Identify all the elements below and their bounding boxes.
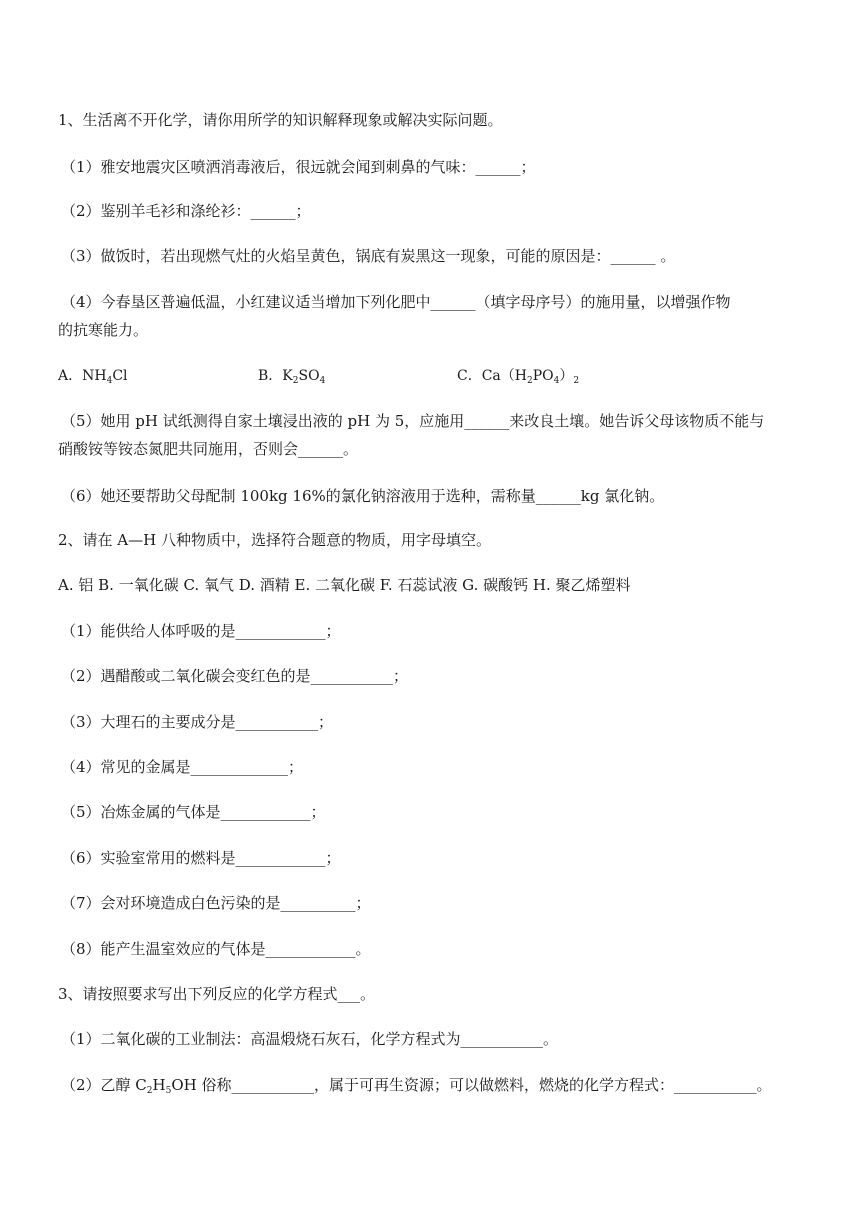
question-1-item-6: （6）她还要帮助父母配制 100kg 16%的氯化钠溶液用于选种，需称量______kg 氯化钠。 bbox=[61, 487, 665, 505]
question-2-item-8: （8）能产生温室效应的气体是____________。 bbox=[61, 940, 371, 958]
question-1-item-3: （3）做饭时，若出现燃气灶的火焰呈黄色，锅底有炭黑这一现象，可能的原因是：______ 。 bbox=[61, 247, 676, 265]
question-1-item-4-line-2: 的抗寒能力。 bbox=[58, 321, 149, 339]
fertilizer-option-c: C．$Ca(H_2PO_4)_2$ bbox=[457, 368, 580, 386]
question-2-item-7: （7）会对环境造成白色污染的是__________； bbox=[61, 894, 371, 912]
question-2-title: 2、请在 A—H 八种物质中，选择符合题意的物质，用字母填空。 bbox=[58, 531, 491, 549]
question-2-item-4: （4）常见的金属是_____________； bbox=[61, 758, 304, 776]
question-3-item-1: （1）二氧化碳的工业制法：高温煅烧石灰石，化学方程式为___________。 bbox=[61, 1030, 559, 1048]
question-2-item-1: （1）能供给人体呼吸的是____________； bbox=[61, 622, 341, 640]
fertilizer-option-b: B．$K_2SO_4$ bbox=[258, 368, 326, 386]
question-3-item-2: （2）乙醇 $C_2H_5OH$ 俗称___________，属于可再生资源；可以做燃料，燃烧的化学方程式：___________。 bbox=[61, 1076, 772, 1096]
question-1-item-4-line-1: （4）今春垦区普遍低温，小红建议适当增加下列化肥中______（填字母序号）的施用量，以增强作物 bbox=[61, 293, 731, 311]
question-2-item-6: （6）实验室常用的燃料是____________； bbox=[61, 849, 341, 867]
question-2-options: A. 铝 B. 一氧化碳 C. 氧气 D. 酒精 E. 二氧化碳 F. 石蕊试液 G. 碳酸钙 H. 聚乙烯塑料 bbox=[58, 576, 631, 594]
question-1-title: 1、生活离不开化学，请你用所学的知识解释现象或解决实际问题。 bbox=[58, 111, 503, 129]
question-1-item-1: （1）雅安地震灾区喷洒消毒液后，很远就会闻到刺鼻的气味：______； bbox=[61, 158, 536, 176]
question-1-item-2: （2）鉴别羊毛衫和涤纶衫：______； bbox=[61, 202, 311, 220]
question-1-item-5-line-2: 硝酸铵等铵态氮肥共同施用，否则会______。 bbox=[58, 440, 359, 458]
question-2-item-3: （3）大理石的主要成分是___________； bbox=[61, 713, 334, 731]
question-1-item-5-line-1: （5）她用 pH 试纸测得自家土壤浸出液的 pH 为 5，应施用______来改良土壤。她告诉父母该物质不能与 bbox=[61, 412, 765, 430]
question-3-title: 3、请按照要求写出下列反应的化学方程式___。 bbox=[58, 985, 376, 1003]
fertilizer-option-a: A．$NH_4Cl$ bbox=[58, 368, 128, 386]
question-2-item-5: （5）冶炼金属的气体是____________； bbox=[61, 803, 326, 821]
question-2-item-2: （2）遇醋酸或二氧化碳会变红色的是___________； bbox=[61, 667, 409, 685]
